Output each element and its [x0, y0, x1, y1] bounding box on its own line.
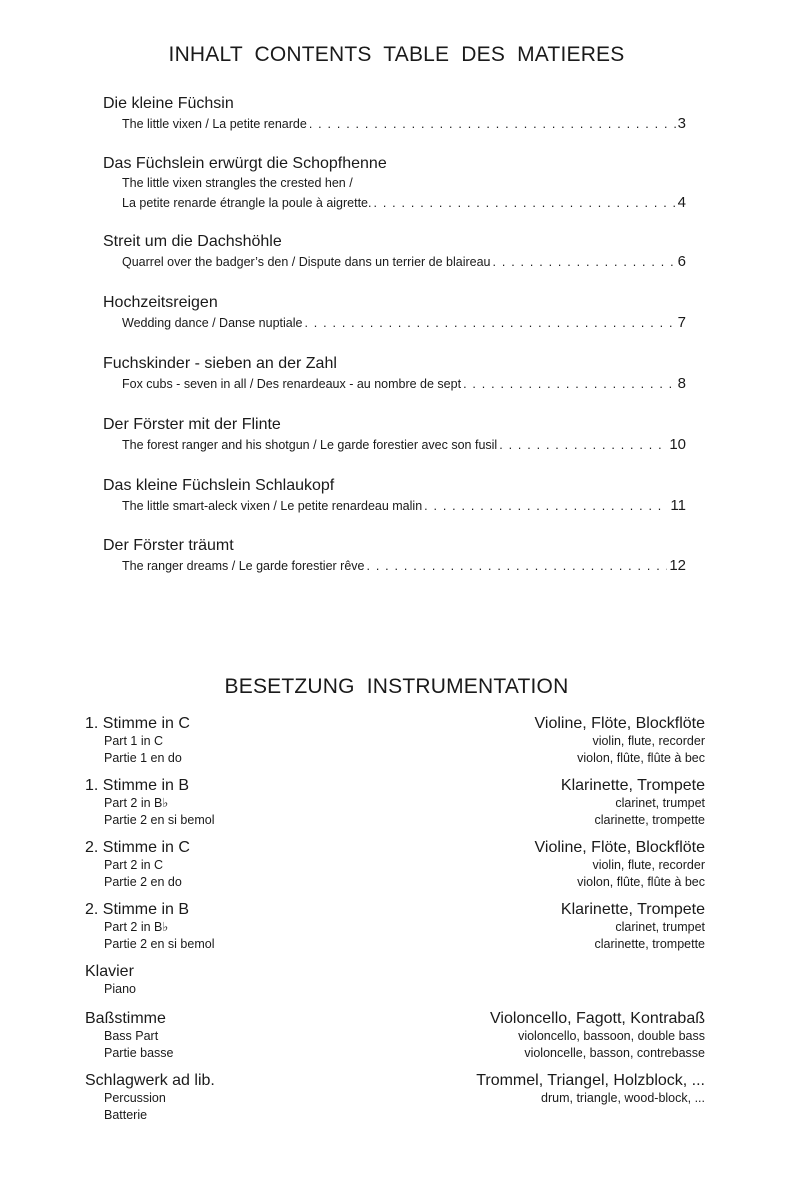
- part-name: 1. Stimme in C: [85, 715, 190, 732]
- toc-entry[interactable]: [103, 476, 686, 516]
- part-name: 2. Stimme in B: [85, 901, 190, 918]
- part-name: 2. Stimme in C: [85, 839, 190, 856]
- part-translation: Part 2 in C: [104, 858, 164, 872]
- toc-entry[interactable]: [103, 415, 686, 455]
- instrument-names: Violine, Flöte, Blockflöte: [534, 839, 705, 856]
- instrument-translation: clarinet, trumpet: [615, 920, 705, 934]
- toc-entry[interactable]: [103, 354, 686, 394]
- part-translation: Part 1 in C: [104, 734, 164, 748]
- instrumentation-heading: BESETZUNG INSTRUMENTATION: [224, 675, 569, 698]
- instrument-group: [561, 900, 705, 952]
- toc-entry-translation-text: The little smart-aleck vixen / Le petite renardeau malin: [122, 499, 423, 513]
- dot-leader: [463, 375, 676, 394]
- instrument-group: [535, 714, 705, 766]
- part-translation: Percussion: [104, 1091, 166, 1105]
- toc-entry-translation: [103, 435, 686, 455]
- toc-entry-title: Der Förster träumt: [103, 537, 234, 554]
- toc-entry-translation-text: La petite renarde étrangle la poule à aigrette.: [122, 196, 372, 210]
- dot-leader: [304, 314, 675, 333]
- instrument-names: Klarinette, Trompete: [560, 777, 705, 794]
- toc-page-number: 8: [677, 375, 686, 392]
- instrument-translation: clarinet, trumpet: [615, 796, 705, 810]
- toc-entry-title: Das Füchslein erwürgt die Schopfhenne: [103, 155, 387, 172]
- toc-page-number: 3: [677, 115, 686, 132]
- part-translation: Partie 2 en si bemol: [104, 812, 215, 827]
- toc-entry-translation-text: Fox cubs - seven in all / Des renardeaux - au nombre de sept: [122, 377, 462, 391]
- part-translation: Bass Part: [104, 1029, 159, 1043]
- part-group: [85, 776, 214, 828]
- instrument-translation: violin, flute, recorder: [592, 734, 705, 748]
- toc-entry-translation-text: The ranger dreams / Le garde forestier rêve: [122, 559, 365, 573]
- toc-entry[interactable]: [103, 293, 686, 333]
- toc-entry-translation: [103, 374, 686, 394]
- toc-entry-translation-text: Wedding dance / Danse nuptiale: [122, 316, 303, 330]
- toc-page-number: 7: [677, 314, 686, 331]
- part-group: [85, 962, 136, 998]
- part-group: [85, 838, 190, 890]
- dot-leader: [309, 115, 676, 134]
- dot-leader: [373, 194, 675, 213]
- toc-entry[interactable]: [103, 536, 686, 576]
- part-translation: Piano: [104, 982, 136, 996]
- toc-page-number: 4: [677, 194, 686, 211]
- part-translation: Partie basse: [104, 1045, 174, 1060]
- toc-entry[interactable]: [103, 154, 686, 213]
- part-translation: Partie 2 en si bemol: [104, 936, 215, 951]
- instrument-group: [476, 1071, 705, 1107]
- instrument-translation: violoncello, bassoon, double bass: [518, 1029, 705, 1043]
- instrument-translation: clarinette, trompette: [594, 936, 705, 951]
- instrument-translation: violin, flute, recorder: [592, 858, 705, 872]
- toc-page-number: 12: [669, 557, 686, 574]
- dot-leader: [493, 253, 676, 272]
- part-group: [85, 1071, 215, 1123]
- toc-entry-translation: [103, 313, 686, 333]
- instrument-names: Trommel, Triangel, Holzblock, ...: [476, 1072, 705, 1089]
- part-translation: Part 2 in B♭: [104, 920, 169, 934]
- instrument-group: [535, 838, 705, 890]
- part-translation: Partie 1 en do: [104, 750, 182, 765]
- toc-entry-title: Streit um die Dachshöhle: [103, 233, 282, 250]
- instrument-translation: clarinette, trompette: [594, 812, 705, 827]
- toc-entry[interactable]: [103, 94, 686, 134]
- instrument-group: [561, 776, 705, 828]
- instrument-group: [490, 1009, 705, 1061]
- part-name: 1. Stimme in B: [85, 777, 190, 794]
- toc-entry-title: Die kleine Füchsin: [103, 95, 234, 112]
- part-group: [85, 900, 214, 952]
- toc-entry[interactable]: [103, 232, 686, 272]
- toc-entry-title: Das kleine Füchslein Schlaukopf: [103, 477, 335, 494]
- part-name: Schlagwerk ad lib.: [85, 1072, 215, 1089]
- dot-leader: [424, 497, 668, 516]
- toc-entry-translation-text: The forest ranger and his shotgun / Le garde forestier avec son fusil: [122, 438, 498, 452]
- toc-entry-translation-text: The little vixen / La petite renarde: [122, 117, 307, 131]
- instrument-names: Violoncello, Fagott, Kontrabaß: [490, 1010, 705, 1027]
- dot-leader: [499, 436, 667, 455]
- instrument-translation: violon, flûte, flûte à bec: [577, 750, 705, 765]
- instrument-translation: violon, flûte, flûte à bec: [577, 874, 705, 889]
- part-name: Klavier: [85, 963, 134, 980]
- toc-entry-subtitle: The little vixen strangles the crested hen /: [122, 176, 353, 190]
- toc-entry-translation: [103, 252, 686, 272]
- toc-page-number: 11: [670, 497, 686, 514]
- toc-entry-title: Hochzeitsreigen: [103, 294, 218, 311]
- instrument-translation: violoncelle, basson, contrebasse: [524, 1045, 705, 1060]
- toc-page-number: 10: [669, 436, 686, 453]
- toc-entry-translation-text: Quarrel over the badger’s den / Dispute dans un terrier de blaireau: [122, 255, 491, 269]
- toc-entry-translation: [103, 556, 686, 576]
- part-translation: Part 2 in B♭: [104, 796, 169, 810]
- part-name: Baßstimme: [85, 1010, 166, 1027]
- instrument-names: Klarinette, Trompete: [560, 901, 705, 918]
- part-translation: Partie 2 en do: [104, 874, 182, 889]
- dot-leader: [366, 557, 667, 576]
- toc-page-number: 6: [677, 253, 686, 270]
- contents-heading: INHALT CONTENTS TABLE DES MATIERES: [168, 43, 625, 66]
- toc-entry-translation: [103, 496, 686, 516]
- toc-entry-translation: [103, 193, 686, 213]
- instrument-translation: drum, triangle, wood-block, ...: [541, 1091, 705, 1105]
- part-group: [85, 714, 190, 766]
- toc-entry-translation: [103, 114, 686, 134]
- part-group: [85, 1009, 173, 1061]
- toc-entry-title: Der Förster mit der Flinte: [103, 416, 281, 433]
- toc-entry-title: Fuchskinder - sieben an der Zahl: [103, 355, 337, 372]
- instrument-names: Violine, Flöte, Blockflöte: [534, 715, 705, 732]
- part-translation: Batterie: [104, 1107, 148, 1122]
